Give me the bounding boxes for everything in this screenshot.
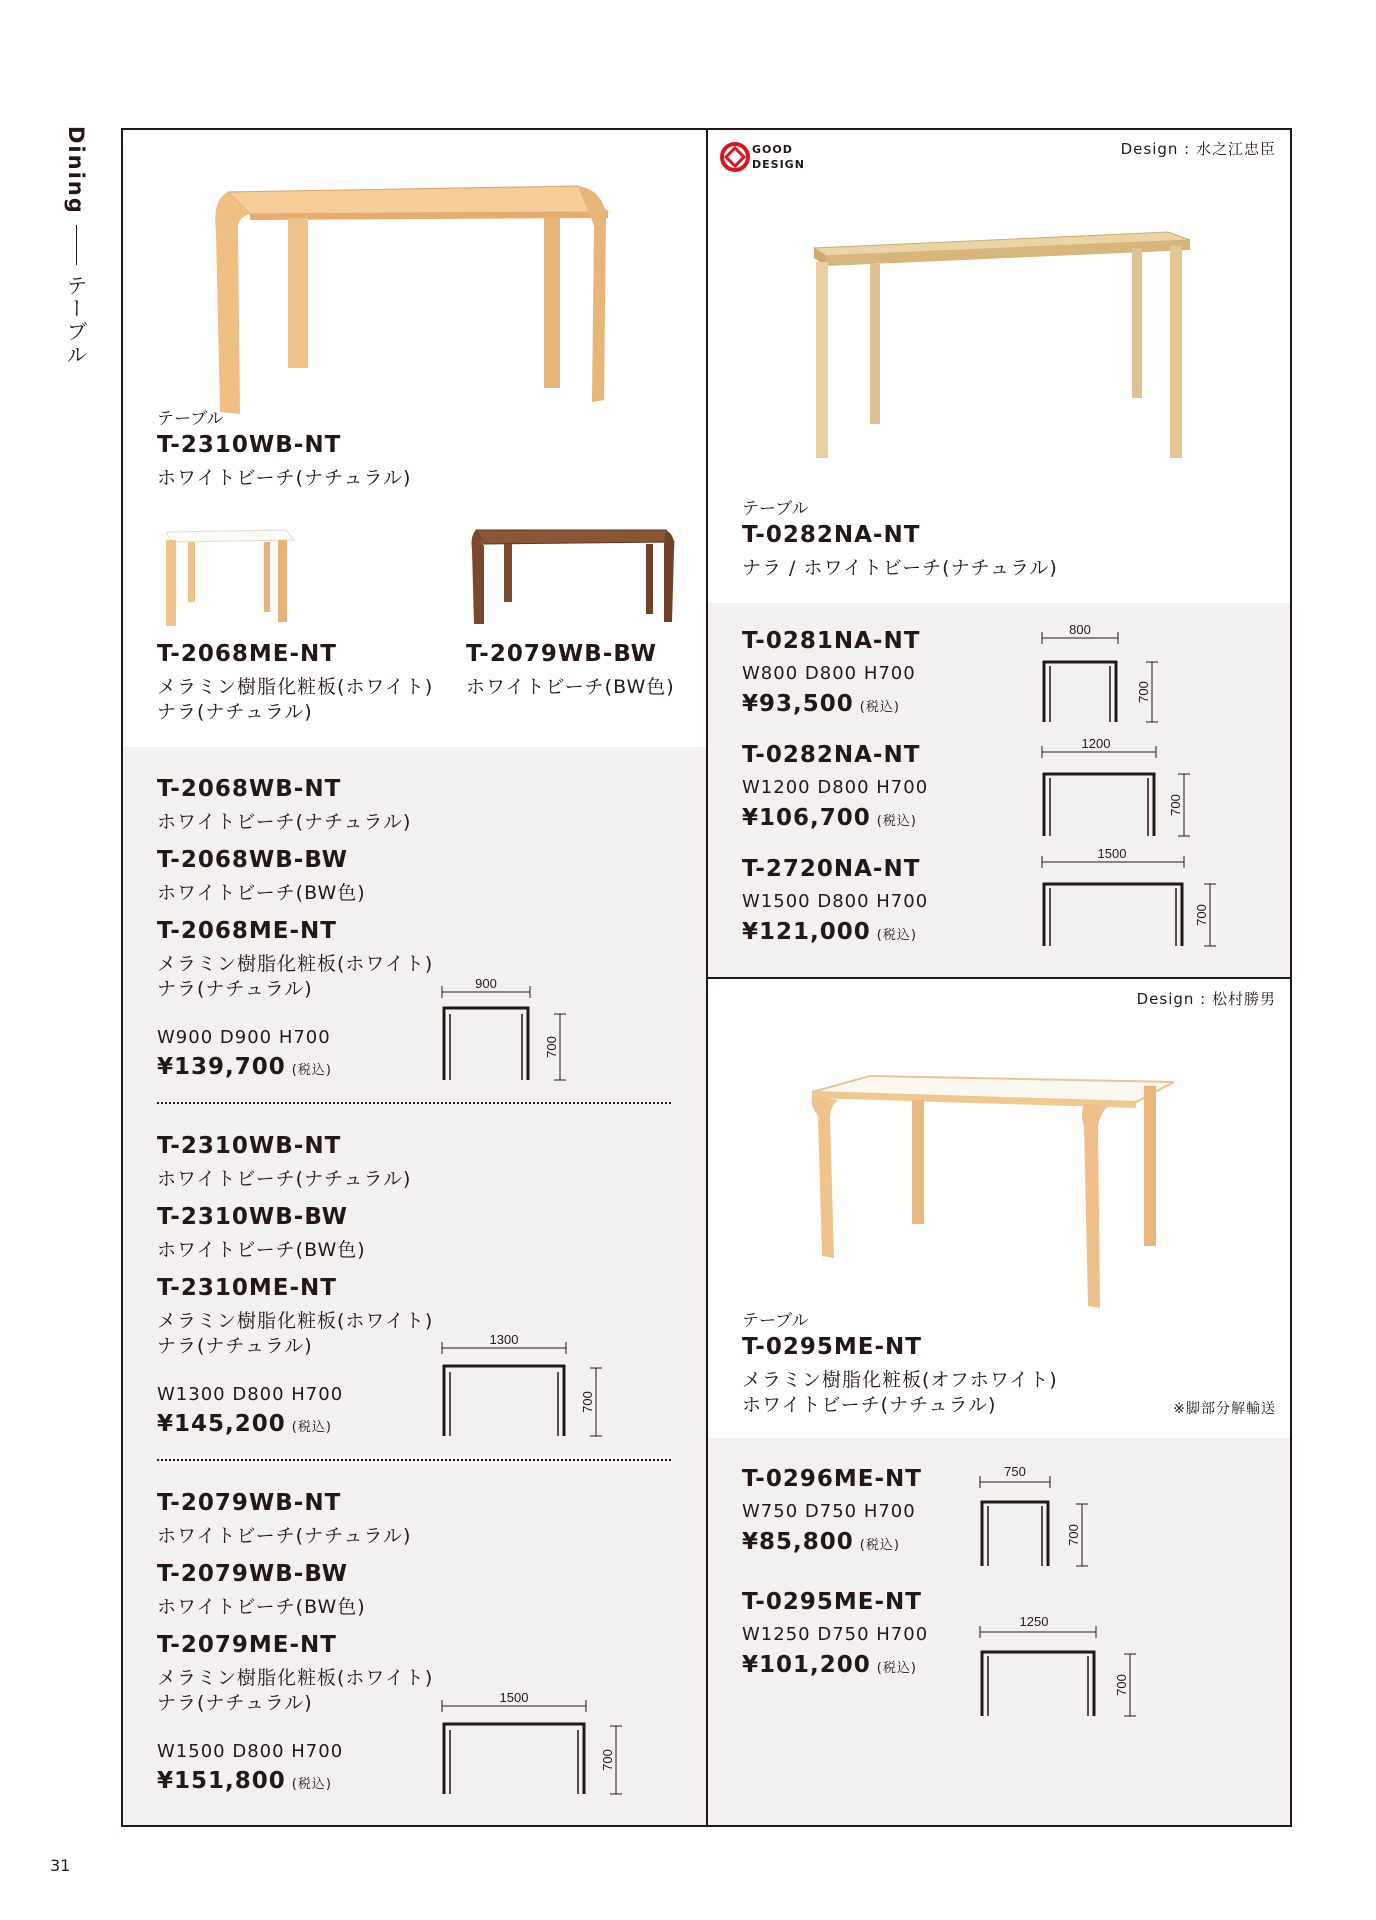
rb-item1-model: T-0296ME-NT — [742, 1466, 922, 1492]
product-image-t-2068me — [160, 526, 296, 628]
group-separator-2 — [157, 1459, 671, 1461]
designer-credit-top: Design : 水之江忠臣 — [1120, 140, 1276, 158]
group2-finish-3b: ナラ(ナチュラル) — [157, 1335, 313, 1357]
rt-item3-size: W1500 D800 H700 — [742, 891, 929, 912]
group1-finish-2: ホワイトビーチ(BW色) — [157, 882, 366, 904]
side-title-ja: テーブル — [64, 274, 88, 367]
rt-item1-price-value: ¥93,500 — [742, 691, 854, 717]
group2-dim-height: 700 — [580, 1391, 595, 1413]
group3-tax-label: (税込) — [291, 1777, 332, 1792]
group3-dim-height: 700 — [600, 1749, 615, 1771]
group1-dimension-drawing — [440, 976, 580, 1088]
rt-item2-dim-height: 700 — [1168, 794, 1183, 816]
group1-finish-3a: メラミン樹脂化粧板(ホワイト) — [157, 953, 434, 975]
group3-dimension-drawing — [440, 1690, 630, 1802]
rt-item3-dim-height: 700 — [1194, 904, 1209, 926]
rt-item1-dimension-drawing — [1040, 622, 1170, 728]
rb-item2-size: W1250 D750 H700 — [742, 1624, 929, 1645]
product-image-t-2310wb — [210, 172, 610, 417]
good-design-icon — [720, 142, 750, 172]
good-design-line1: GOOD — [752, 143, 793, 156]
rb-item1-dim-height: 700 — [1066, 1524, 1081, 1546]
rt-item3-price — [742, 919, 917, 945]
rb-item2-price-value: ¥101,200 — [742, 1652, 871, 1678]
group-separator-1 — [157, 1102, 671, 1104]
right-section-divider — [706, 977, 1292, 979]
rb-item2-dim-height: 700 — [1114, 1674, 1129, 1696]
group1-dim-width: 900 — [475, 976, 497, 991]
rb-item1-size: W750 D750 H700 — [742, 1501, 916, 1522]
designer-credit-bottom: Design : 松村勝男 — [1136, 990, 1276, 1008]
group2-tax-label: (税込) — [291, 1420, 332, 1435]
rt-item2-model: T-0282NA-NT — [742, 742, 921, 768]
main-product-label: テーブル — [157, 409, 224, 429]
right-main-finish: ナラ / ホワイトビーチ(ナチュラル) — [742, 557, 1058, 579]
rb-item2-tax-label: (税込) — [876, 1661, 917, 1676]
group1-tax-label: (税込) — [291, 1063, 332, 1078]
group1-model-1: T-2068WB-NT — [157, 776, 342, 802]
rt-item2-tax-label: (税込) — [876, 814, 917, 829]
main-product-finish: ホワイトビーチ(ナチュラル) — [157, 467, 412, 489]
good-design-line2: DESIGN — [752, 158, 805, 171]
group2-size: W1300 D800 H700 — [157, 1384, 344, 1405]
rt-item3-dimension-drawing — [1040, 846, 1220, 952]
sub-product-finish-1b: ナラ(ナチュラル) — [157, 701, 313, 723]
group3-model-2: T-2079WB-BW — [157, 1561, 348, 1587]
rt-item1-dim-height: 700 — [1136, 681, 1151, 703]
rt-item3-price-value: ¥121,000 — [742, 919, 871, 945]
rb-item2-price — [742, 1652, 917, 1678]
rt-item2-size: W1200 D800 H700 — [742, 777, 929, 798]
rt-item3-model: T-2720NA-NT — [742, 856, 921, 882]
side-title-divider — [76, 225, 77, 265]
group2-model-2: T-2310WB-BW — [157, 1204, 348, 1230]
rt-item2-price-value: ¥106,700 — [742, 805, 871, 831]
group2-model-1: T-2310WB-NT — [157, 1133, 342, 1159]
right-main-model: T-0282NA-NT — [742, 522, 921, 548]
rb-main-label: テーブル — [742, 1311, 809, 1331]
rb-item2-model: T-0295ME-NT — [742, 1589, 922, 1615]
rb-item1-price — [742, 1529, 900, 1555]
rt-item1-dim-width: 800 — [1069, 622, 1091, 637]
rb-item2-dimension-drawing — [978, 1612, 1148, 1722]
group2-finish-2: ホワイトビーチ(BW色) — [157, 1239, 366, 1261]
rt-item1-tax-label: (税込) — [859, 700, 900, 715]
rb-item1-price-value: ¥85,800 — [742, 1529, 854, 1555]
group3-dim-width: 1500 — [499, 1690, 529, 1705]
group3-model-3: T-2079ME-NT — [157, 1632, 337, 1658]
product-image-t-0295me — [808, 1072, 1178, 1312]
rt-item2-dim-width: 1200 — [1081, 736, 1111, 751]
rt-item1-model: T-0281NA-NT — [742, 628, 921, 654]
rt-item1-price — [742, 691, 900, 717]
group1-price — [157, 1054, 332, 1080]
group3-price-value: ¥151,800 — [157, 1768, 286, 1794]
right-main-label: テーブル — [742, 499, 809, 519]
disassembly-note: ※脚部分解輸送 — [1173, 1401, 1276, 1417]
rb-main-finish-1: メラミン樹脂化粧板(オフホワイト) — [742, 1369, 1058, 1391]
group2-price — [157, 1411, 332, 1437]
rt-item3-tax-label: (税込) — [876, 928, 917, 943]
rb-item2-dim-width: 1250 — [1019, 1614, 1049, 1629]
group2-dimension-drawing — [440, 1332, 610, 1444]
group1-finish-3b: ナラ(ナチュラル) — [157, 978, 313, 1000]
page-number: 31 — [50, 1856, 71, 1875]
main-product-model: T-2310WB-NT — [157, 432, 342, 458]
group1-price-value: ¥139,700 — [157, 1054, 286, 1080]
sub-product-model-2: T-2079WB-BW — [466, 641, 657, 667]
rb-item1-tax-label: (税込) — [859, 1538, 900, 1553]
product-image-t-2079wb-bw — [470, 526, 676, 628]
rb-item1-dimension-drawing — [978, 1462, 1098, 1572]
good-design-badge — [752, 142, 805, 172]
rb-main-finish-2: ホワイトビーチ(ナチュラル) — [742, 1394, 997, 1416]
rt-item3-dim-width: 1500 — [1097, 846, 1127, 861]
side-title — [58, 126, 94, 367]
group2-dim-width: 1300 — [489, 1332, 519, 1347]
group3-finish-1: ホワイトビーチ(ナチュラル) — [157, 1525, 412, 1547]
sub-product-model-1: T-2068ME-NT — [157, 641, 337, 667]
group2-finish-1: ホワイトビーチ(ナチュラル) — [157, 1168, 412, 1190]
group3-size: W1500 D800 H700 — [157, 1741, 344, 1762]
group1-finish-1: ホワイトビーチ(ナチュラル) — [157, 811, 412, 833]
group3-model-1: T-2079WB-NT — [157, 1490, 342, 1516]
group2-model-3: T-2310ME-NT — [157, 1275, 337, 1301]
group2-price-value: ¥145,200 — [157, 1411, 286, 1437]
side-title-en: Dining — [64, 126, 88, 215]
rt-item2-price — [742, 805, 917, 831]
group1-dim-height: 700 — [544, 1036, 559, 1058]
rb-main-model: T-0295ME-NT — [742, 1334, 922, 1360]
group3-finish-3b: ナラ(ナチュラル) — [157, 1692, 313, 1714]
group1-size: W900 D900 H700 — [157, 1027, 331, 1048]
rb-item1-dim-width: 750 — [1004, 1464, 1026, 1479]
group3-price — [157, 1768, 332, 1794]
rt-item1-size: W800 D800 H700 — [742, 663, 916, 684]
rt-item2-dimension-drawing — [1040, 736, 1200, 842]
sub-product-finish-2: ホワイトビーチ(BW色) — [466, 676, 675, 698]
group1-model-2: T-2068WB-BW — [157, 847, 348, 873]
group3-finish-2: ホワイトビーチ(BW色) — [157, 1596, 366, 1618]
sub-product-finish-1a: メラミン樹脂化粧板(ホワイト) — [157, 676, 434, 698]
product-image-t-0282na — [808, 226, 1192, 462]
group3-finish-3a: メラミン樹脂化粧板(ホワイト) — [157, 1667, 434, 1689]
group2-finish-3a: メラミン樹脂化粧板(ホワイト) — [157, 1310, 434, 1332]
group1-model-3: T-2068ME-NT — [157, 918, 337, 944]
